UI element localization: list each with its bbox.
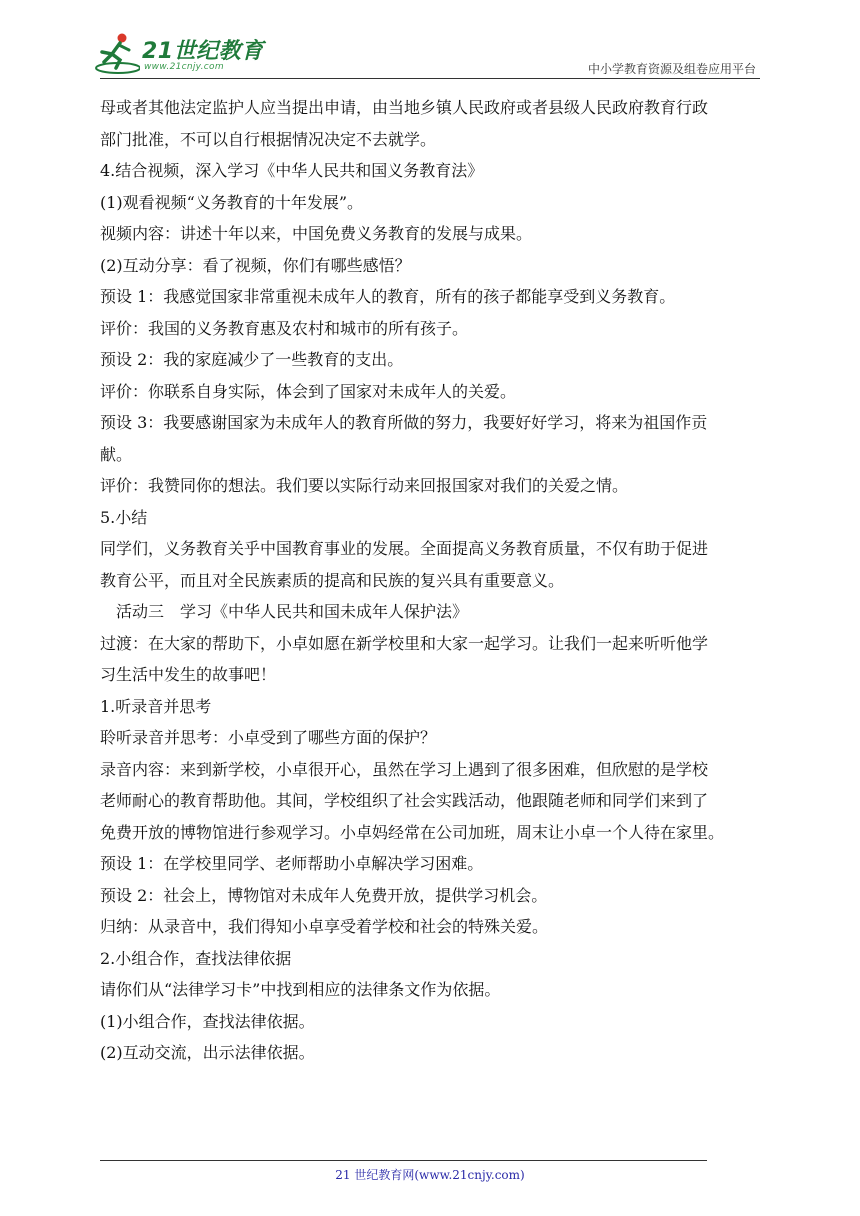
runner-logo-icon bbox=[92, 32, 140, 76]
body-line: 献。 bbox=[100, 444, 133, 464]
section-heading: 1.听录音并思考 bbox=[100, 696, 212, 716]
body-line: 视频内容：讲述十年以来，中国免费义务教育的发展与成果。 bbox=[100, 224, 533, 243]
body-line: 预设 3：我要感谢国家为未成年人的教育所做的努力，我要好好学习，将来为祖国作贡 bbox=[100, 413, 708, 432]
body-line: (1)小组合作，查找法律依据。 bbox=[100, 1011, 315, 1031]
body-line: 预设 2：我的家庭减少了一些教育的支出。 bbox=[100, 350, 404, 369]
section-heading: 5.小结 bbox=[100, 507, 148, 527]
body-line: 同学们，义务教育关乎中国教育事业的发展。全面提高义务教育质量，不仅有助于促进 bbox=[100, 539, 709, 558]
document-body bbox=[100, 92, 765, 1069]
body-line: 免费开放的博物馆进行参观学习。小卓妈经常在公司加班，周末让小卓一个人待在家里。 bbox=[100, 822, 725, 842]
body-line: 母或者其他法定监护人应当提出申请，由当地乡镇人民政府或者县级人民政府教育行政 bbox=[100, 98, 709, 117]
header-divider bbox=[100, 78, 760, 79]
page-header bbox=[0, 0, 860, 90]
body-line: 评价：你联系自身实际，体会到了国家对未成年人的关爱。 bbox=[100, 381, 517, 401]
activity-heading: 活动三 学习《中华人民共和国未成年人保护法》 bbox=[100, 602, 469, 621]
body-line: 评价：我赞同你的想法。我们要以实际行动来回报国家对我们的关爱之情。 bbox=[100, 476, 629, 495]
body-line: 预设 2：社会上，博物馆对未成年人免费开放，提供学习机会。 bbox=[100, 885, 548, 905]
body-line: 预设 1：在学校里同学、老师帮助小卓解决学习困难。 bbox=[100, 854, 484, 873]
body-line: 部门批准，不可以自行根据情况决定不去就学。 bbox=[100, 129, 437, 149]
section-heading: 4.结合视频，深入学习《中华人民共和国义务教育法》 bbox=[100, 161, 484, 180]
body-line: 预设 1：我感觉国家非常重视未成年人的教育，所有的孩子都能享受到义务教育。 bbox=[100, 287, 676, 306]
body-line: 教育公平，而且对全民族素质的提高和民族的复兴具有重要意义。 bbox=[100, 570, 565, 590]
logo-text: 21世纪教育 bbox=[142, 39, 264, 64]
footer-divider bbox=[100, 1160, 707, 1161]
body-line: 评价：我国的义务教育惠及农村和城市的所有孩子。 bbox=[100, 318, 469, 338]
platform-name: 中小学教育资源及组卷应用平台 bbox=[587, 62, 756, 76]
logo-url: www.21cnjy.com bbox=[144, 62, 224, 72]
body-line: 习生活中发生的故事吧！ bbox=[100, 665, 277, 684]
body-line: 录音内容：来到新学校，小卓很开心，虽然在学习上遇到了很多困难，但欣慰的是学校 bbox=[100, 759, 709, 779]
body-line: (2)互动分享：看了视频，你们有哪些感悟？ bbox=[100, 255, 411, 275]
body-line: 过渡：在大家的帮助下，小卓如愿在新学校里和大家一起学习。让我们一起来听听他学 bbox=[100, 633, 709, 653]
body-line: 请你们从“法律学习卡”中找到相应的法律条文作为依据。 bbox=[100, 980, 501, 999]
body-line: (2)互动交流，出示法律依据。 bbox=[100, 1043, 315, 1062]
section-heading: 2.小组合作，查找法律依据 bbox=[100, 948, 292, 968]
body-line: 老师耐心的教育帮助他。其间，学校组织了社会实践活动，他跟随老师和同学们来到了 bbox=[100, 791, 709, 810]
body-line: (1)观看视频“义务教育的十年发展”。 bbox=[100, 192, 364, 212]
body-line: 聆听录音并思考：小卓受到了哪些方面的保护？ bbox=[100, 728, 437, 747]
body-line: 归纳：从录音中，我们得知小卓享受着学校和社会的特殊关爱。 bbox=[100, 917, 549, 936]
site-logo[interactable] bbox=[92, 30, 262, 80]
footer-link[interactable]: 21 世纪教育网(www.21cnjy.com) bbox=[335, 1168, 525, 1182]
